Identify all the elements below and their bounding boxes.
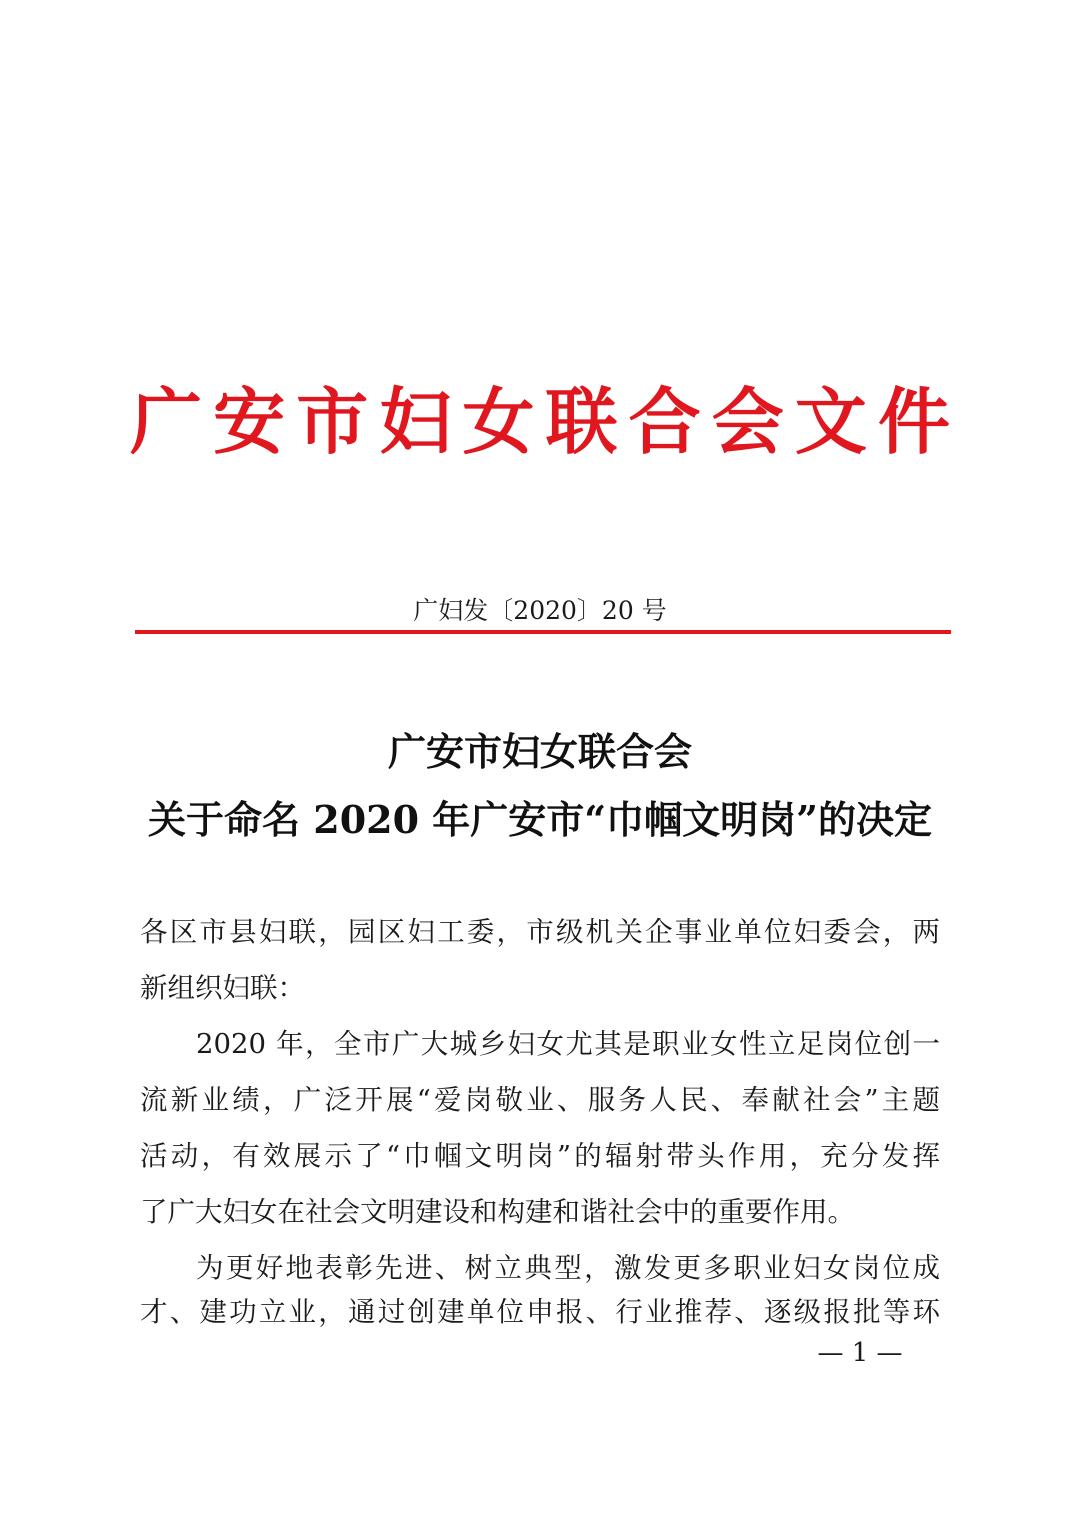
paragraph-1-line-3: 活动，有效展示了“巾帼文明岗”的辐射带头作用，充分发挥 <box>140 1140 940 1172</box>
masthead-char: 市 <box>296 380 369 464</box>
document-title-line-2: 关于命名 2020 年广安市“巾帼文明岗”的决定 <box>148 797 932 842</box>
masthead-char: 广 <box>130 380 203 464</box>
masthead-char: 合 <box>628 380 701 464</box>
document-number: 广妇发〔2020〕20 号 <box>413 596 667 625</box>
masthead-char: 文 <box>794 380 867 464</box>
red-divider-line <box>135 630 951 634</box>
page-number: — 1 — <box>817 1338 903 1368</box>
masthead-char: 女 <box>462 380 535 464</box>
paragraph-1-line-2: 流新业绩，广泛开展“爱岗敬业、服务人民、奉献社会”主题 <box>140 1084 940 1116</box>
masthead-char: 安 <box>213 380 286 464</box>
document-title-line-1: 广安市妇女联合会 <box>387 729 692 774</box>
paragraph-1-line-4: 了广大妇女在社会文明建设和构建和谐社会中的重要作用。 <box>140 1196 855 1228</box>
paragraph-2-line-1: 为更好地表彰先进、树立典型，激发更多职业妇女岗位成 <box>196 1252 940 1284</box>
masthead-char: 件 <box>877 380 950 464</box>
masthead-char: 会 <box>711 380 784 464</box>
addressee-line-2: 新组织妇联： <box>140 972 305 1004</box>
addressee-line-1: 各区市县妇联，园区妇工委，市级机关企事业单位妇委会，两 <box>140 916 940 948</box>
masthead-title <box>130 372 950 472</box>
masthead-char: 联 <box>545 380 618 464</box>
paragraph-1-line-1: 2020 年，全市广大城乡妇女尤其是职业女性立足岗位创一 <box>196 1028 940 1060</box>
paragraph-2-line-2: 才、建功立业，通过创建单位申报、行业推荐、逐级报批等环 <box>140 1296 940 1328</box>
masthead-char: 妇 <box>379 380 452 464</box>
